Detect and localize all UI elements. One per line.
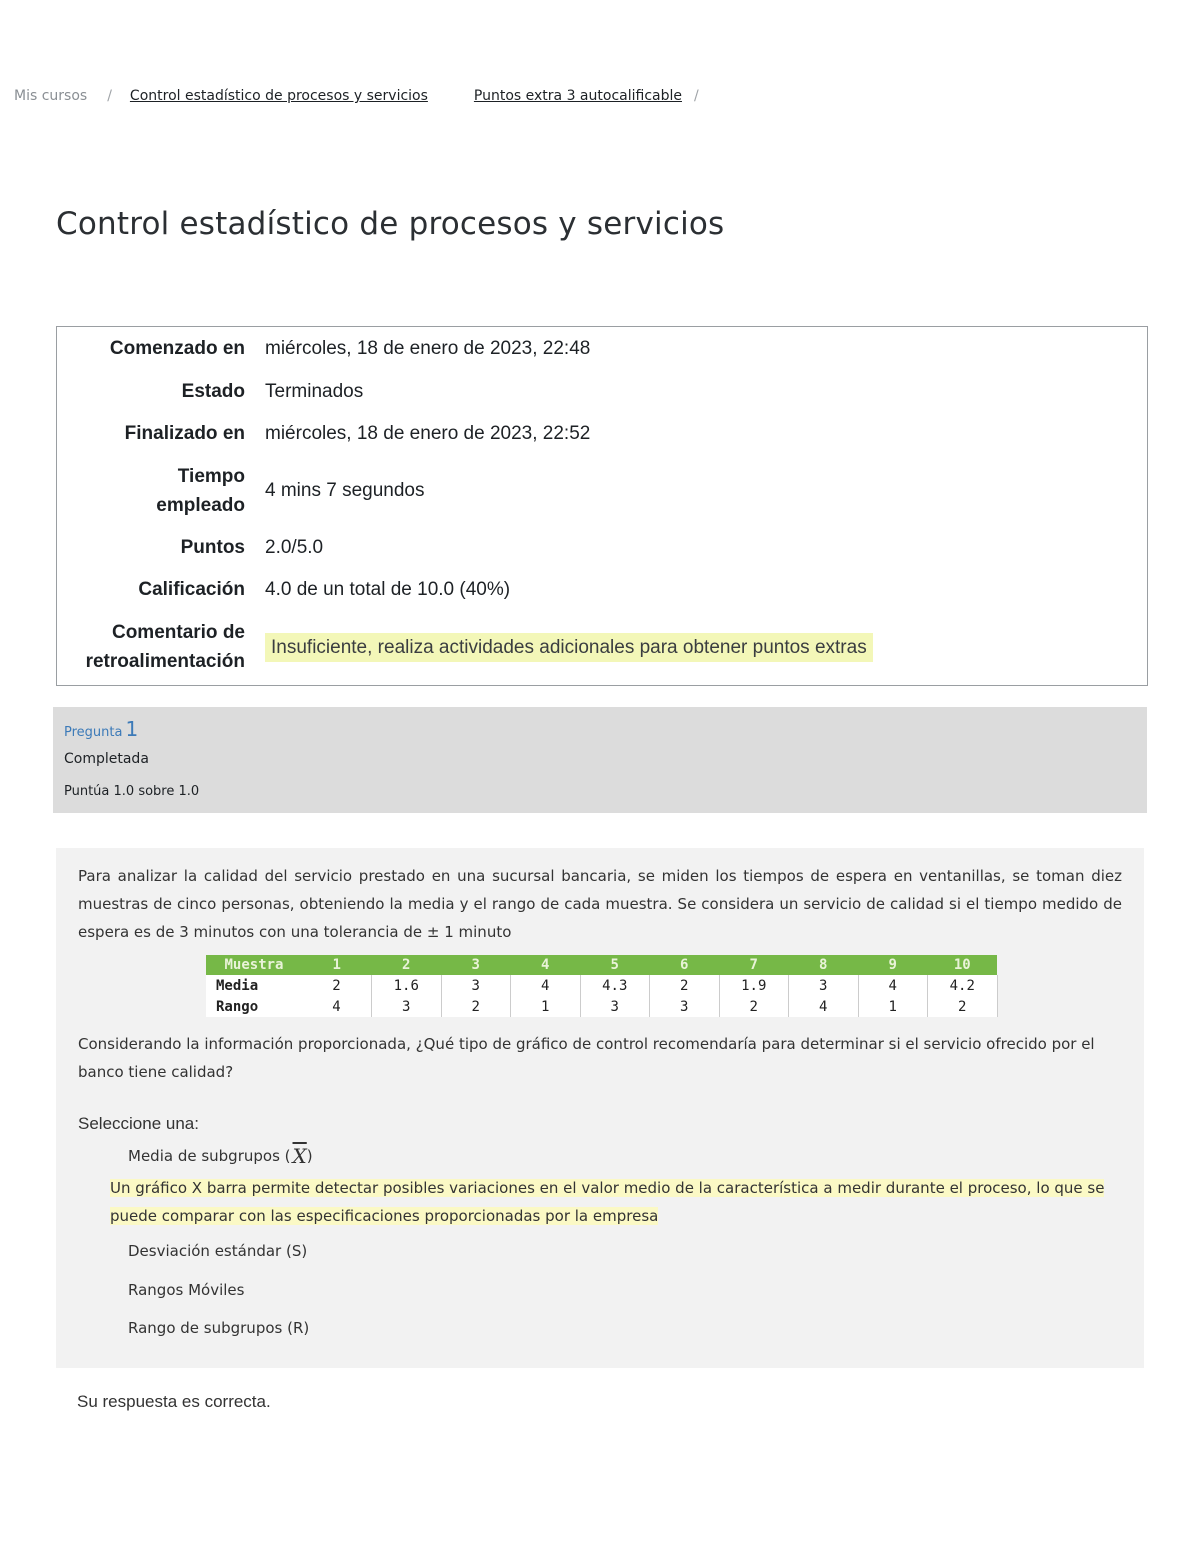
answer-option-b[interactable] xyxy=(128,1242,307,1260)
answer-option-c[interactable] xyxy=(128,1281,244,1299)
time-taken-value: 4 mins 7 segundos xyxy=(265,480,425,501)
table-cell: 2 xyxy=(928,996,998,1017)
table-cell: 3 xyxy=(650,996,720,1017)
table-header-cell: Muestra xyxy=(206,955,302,975)
grade-label: Calificación xyxy=(138,579,245,600)
table-header-cell: 3 xyxy=(441,955,511,975)
table-header-cell: 5 xyxy=(580,955,650,975)
question-number xyxy=(64,717,138,741)
feedback-label xyxy=(55,618,245,676)
breadcrumb-course-link[interactable]: Control estadístico de procesos y servicios xyxy=(129,88,428,104)
question-grade: Puntúa 1.0 sobre 1.0 xyxy=(64,784,200,799)
table-header-cell: 4 xyxy=(511,955,581,975)
table-header-cell: 2 xyxy=(372,955,442,975)
table-cell: 3 xyxy=(580,996,650,1017)
started-label: Comenzado en xyxy=(109,338,245,359)
table-cell: 3 xyxy=(372,996,442,1017)
table-header-cell: 10 xyxy=(928,955,998,975)
table-cell: 1.6 xyxy=(372,975,442,996)
feedback-value: Insuficiente, realiza actividades adicionales para obtener puntos extras xyxy=(265,633,873,662)
question-formulation xyxy=(56,848,1144,1368)
question-text: Para analizar la calidad del servicio prestado en una sucursal bancaria, se miden los tiempos de espera en ventanillas, se toman diez muestras de cinco personas, obteniendo la media y el rango de cada muestra. Se considera un servicio de calidad si el tiempo medido de espera es de 3 minutos con una tolerancia de ± 1 minuto xyxy=(78,867,1122,941)
table-header-cell: 8 xyxy=(789,955,859,975)
question-info-panel xyxy=(53,707,1147,813)
answer-option-d-label: Rango de subgrupos (R) xyxy=(128,1319,310,1337)
table-cell: 4.3 xyxy=(580,975,650,996)
table-cell: 3 xyxy=(789,975,859,996)
breadcrumb-quiz-link[interactable]: Puntos extra 3 autocalificable xyxy=(473,88,682,104)
answer-outcome: Su respuesta es correcta. xyxy=(77,1392,271,1411)
answer-option-a[interactable] xyxy=(128,1144,313,1168)
sample-data-table xyxy=(206,955,998,1017)
page-title: Control estadístico de procesos y servicios xyxy=(56,206,725,242)
breadcrumb-separator: / xyxy=(107,88,112,104)
points-label: Puntos xyxy=(180,537,245,558)
select-one-prompt: Seleccione una: xyxy=(78,1114,199,1133)
breadcrumb-separator: / xyxy=(693,88,699,104)
question-number-value: 1 xyxy=(125,717,139,741)
question-text-continued: Considerando la información proporcionada, ¿Qué tipo de gráfico de control recomendaría para determinar si el servicio ofrecido por el banco tiene calidad? xyxy=(78,1035,1095,1081)
time-taken-label-line1: Tiempo xyxy=(177,466,245,487)
feedback-label-line1: Comentario de xyxy=(111,622,245,643)
table-header-cell: 7 xyxy=(719,955,789,975)
finished-value: miércoles, 18 de enero de 2023, 22:52 xyxy=(265,423,591,444)
table-cell: 2 xyxy=(441,996,511,1017)
table-cell: 3 xyxy=(441,975,511,996)
breadcrumb xyxy=(14,88,717,104)
table-cell: 4.2 xyxy=(928,975,998,996)
points-value: 2.0/5.0 xyxy=(265,537,324,558)
breadcrumb-my-courses[interactable]: Mis cursos xyxy=(14,88,88,104)
question-label: Pregunta xyxy=(64,725,123,740)
table-row xyxy=(206,996,997,1017)
table-cell: 4 xyxy=(511,975,581,996)
table-cell: 4 xyxy=(789,996,859,1017)
table-cell: 2 xyxy=(302,975,372,996)
answer-specific-feedback: Un gráfico X barra permite detectar posibles variaciones en el valor medio de la característica a medir durante el proceso, lo que se puede comparar con las especificaciones proporcionadas por la empresa xyxy=(110,1179,1105,1225)
question-state: Completada xyxy=(64,751,149,767)
table-header-row xyxy=(206,955,997,975)
time-taken-label-line2: empleado xyxy=(156,495,245,516)
table-cell: 1 xyxy=(858,996,928,1017)
finished-label: Finalizado en xyxy=(124,423,245,444)
answer-option-c-label: Rangos Móviles xyxy=(128,1281,245,1299)
table-cell: 4 xyxy=(858,975,928,996)
table-cell: 2 xyxy=(719,996,789,1017)
x-bar-symbol: $\overline{X}$ xyxy=(292,1144,307,1168)
table-row xyxy=(206,975,997,996)
feedback-label-line2: retroalimentación xyxy=(85,651,245,672)
table-cell: 2 xyxy=(650,975,720,996)
grade-value: 4.0 de un total de 10.0 (40%) xyxy=(265,579,511,600)
table-header-cell: 1 xyxy=(302,955,372,975)
table-cell: Media xyxy=(206,975,302,996)
answer-option-b-label: Desviación estándar (S) xyxy=(128,1242,308,1260)
table-cell: 1 xyxy=(511,996,581,1017)
table-cell: Rango xyxy=(206,996,302,1017)
table-header-cell: 9 xyxy=(858,955,928,975)
time-taken-label xyxy=(55,462,245,520)
answer-option-a-label: Media de subgrupos ( xyxy=(128,1147,291,1165)
answer-option-a-label-end: ) xyxy=(306,1147,313,1165)
state-label: Estado xyxy=(181,381,245,402)
table-cell: 1.9 xyxy=(719,975,789,996)
state-value: Terminados xyxy=(265,381,364,402)
answer-option-d[interactable] xyxy=(128,1319,309,1337)
table-cell: 4 xyxy=(302,996,372,1017)
attempt-summary-table xyxy=(56,326,1148,686)
table-header-cell: 6 xyxy=(650,955,720,975)
started-value: miércoles, 18 de enero de 2023, 22:48 xyxy=(265,338,591,359)
